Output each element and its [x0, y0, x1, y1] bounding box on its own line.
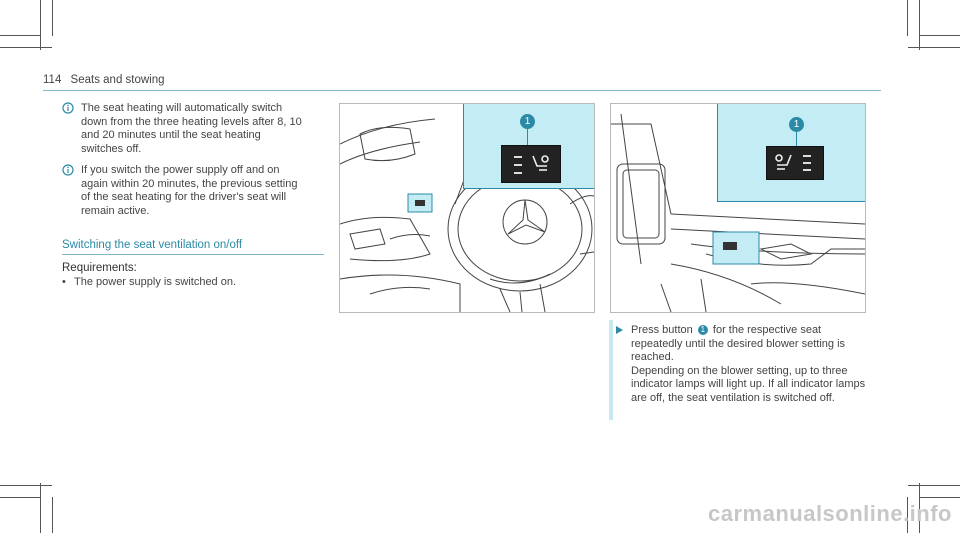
crop-mark: [907, 0, 908, 36]
indicator-lamp: [803, 169, 811, 171]
section-rule: [62, 254, 324, 255]
bullet-icon: •: [62, 276, 66, 288]
crop-mark: [52, 497, 53, 533]
crop-mark: [40, 483, 41, 533]
note-text: The seat heating will automatically switch down from the three heating levels after 8, 10 and 20 minutes until the seat heating switches off.: [81, 102, 302, 155]
crop-mark: [908, 485, 960, 486]
indicator-lamp: [514, 164, 522, 166]
seat-ventilation-button: [501, 145, 561, 183]
seat-fan-icon: [529, 154, 551, 174]
page-header: [43, 74, 165, 86]
seat-fan-icon: [773, 153, 795, 173]
step-bar: [609, 320, 613, 420]
section-title: Switching the seat ventilation on/off: [62, 239, 243, 251]
crop-mark: [919, 0, 920, 50]
callout-line: [796, 132, 797, 146]
indicator-lamp: [514, 156, 522, 158]
step-text: [631, 324, 866, 405]
indicator-lamp: [803, 162, 811, 164]
callout-badge: 1: [789, 117, 804, 132]
crop-mark: [908, 47, 960, 48]
figure-driver-seat: [339, 103, 595, 313]
crop-mark: [0, 485, 52, 486]
crop-mark: [52, 0, 53, 36]
crop-mark: [920, 35, 960, 36]
header-rule: [43, 90, 881, 91]
note-text: If you switch the power supply off and on again within 20 minutes, the previous setting of the seat heating for the driver's seat will remain active.: [81, 164, 298, 217]
requirement-item: [62, 276, 236, 288]
button-badge: 1: [698, 325, 708, 335]
step-instruction: [616, 324, 866, 405]
crop-mark: [0, 497, 40, 498]
step-text-after: for the respective seat repeatedly until the desired blower setting is reached.: [631, 324, 846, 363]
figure-passenger-seat: [610, 103, 866, 313]
indicator-lamp: [803, 155, 811, 157]
crop-mark: [40, 0, 41, 50]
info-icon: [62, 164, 74, 176]
note-2: [62, 164, 306, 218]
step-text-before: Press button: [631, 324, 693, 336]
arrow-right-icon: [616, 326, 623, 334]
indicator-lamp: [514, 172, 522, 174]
note-1: [62, 102, 306, 156]
crop-mark: [0, 35, 40, 36]
header-section: Seats and stowing: [70, 74, 165, 86]
seat-ventilation-button: [766, 146, 824, 180]
page-number: 114: [43, 74, 62, 86]
watermark: carmanualsonline.info: [708, 501, 952, 526]
requirement-text: The power supply is switched on.: [74, 276, 237, 288]
info-icon: [62, 102, 74, 114]
callout-badge: 1: [520, 114, 535, 129]
crop-mark: [0, 47, 52, 48]
crop-mark: [920, 497, 960, 498]
requirements-title: Requirements:: [62, 262, 137, 274]
callout-line: [527, 129, 528, 145]
step-text-line2: Depending on the blower setting, up to three indicator lamps will light up. If all indicator lamps are off, the seat ventilation is switched off.: [631, 364, 866, 404]
